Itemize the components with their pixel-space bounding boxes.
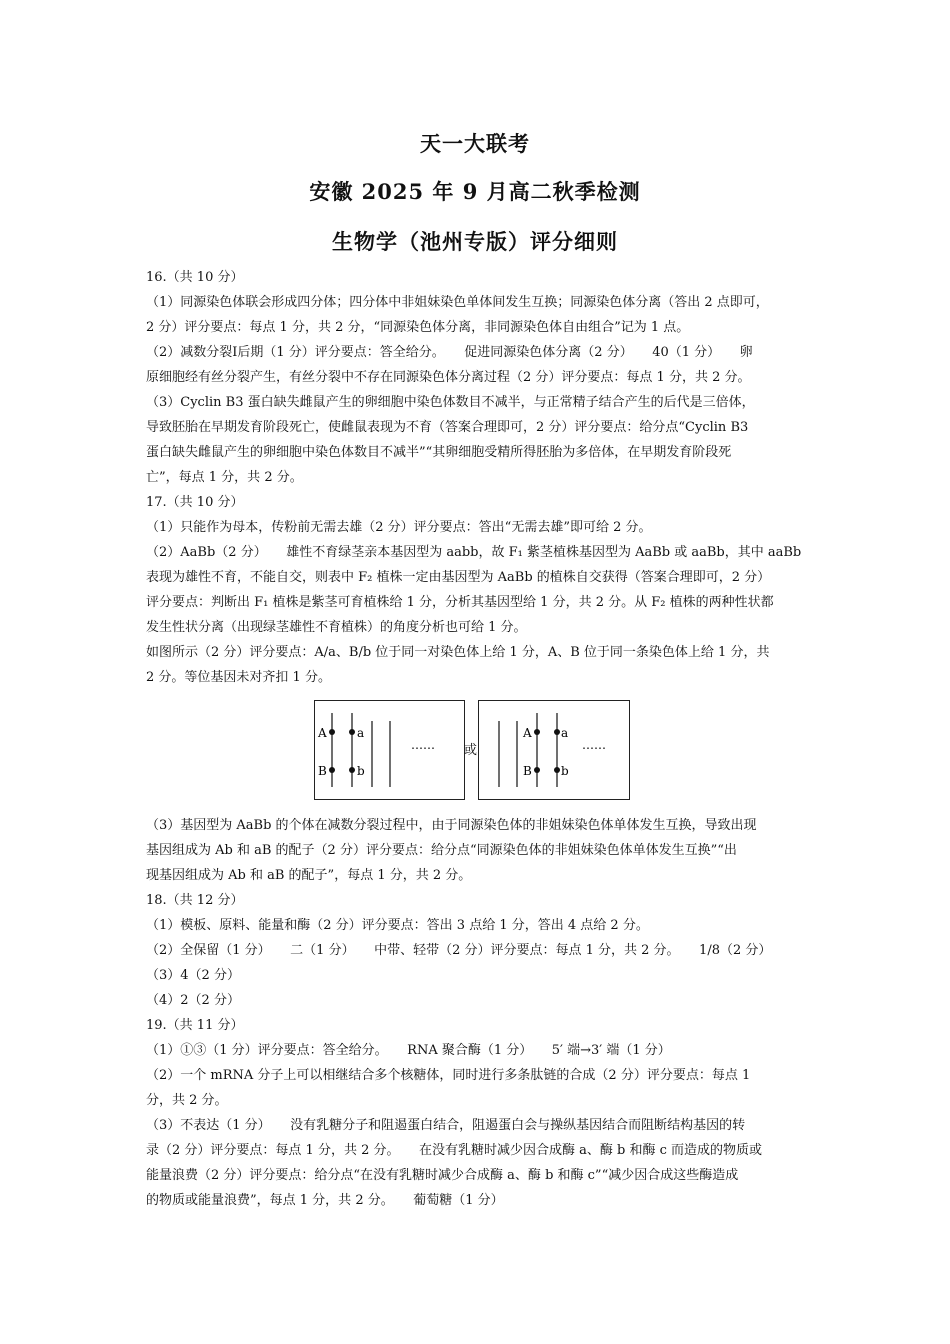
text-line: 基因组成为 Ab 和 aB 的配子（2 分）评分要点：给分点“同源染色体的非姐妹染色体单体发生互换”“出 [146, 843, 737, 858]
text-line: 的物质或能量浪费”，每点 1 分，共 2 分。 葡萄糖（1 分） [146, 1193, 504, 1208]
exam-series-title: 天一大联考 [420, 131, 530, 156]
text-line: 能量浪费（2 分）评分要点：给分点“在没有乳糖时减少合成酶 a、酶 b 和酶 c”“减少因合成这些酶造成 [146, 1168, 739, 1183]
text-line: 19.（共 11 分） [146, 1018, 244, 1033]
text-line: 17.（共 10 分） [146, 495, 244, 510]
gene-label: a [561, 726, 569, 740]
gene-label: A [523, 726, 532, 740]
text-line: （4）2（2 分） [146, 993, 240, 1008]
gene-label: a [357, 726, 365, 740]
chromosome-diagram-option-2 [478, 700, 630, 800]
text-line: （3）不表达（1 分） 没有乳糖分子和阻遏蛋白结合，阻遏蛋白会与操纵基因结合而阻断结构基因的转 [146, 1118, 746, 1133]
gene-label: B [523, 764, 532, 778]
text-line: （3）基因型为 AaBb 的个体在减数分裂过程中，由于同源染色体的非姐妹染色体单体发生互换，导致出现 [146, 818, 757, 833]
text-line: 原细胞经有丝分裂产生，有丝分裂中不存在同源染色体分离过程（2 分）评分要点：每点 1 分，共 2 分。 [146, 370, 751, 385]
text-line: 2 分）评分要点：每点 1 分，共 2 分，“同源染色体分离，非同源染色体自由组合”记为 1 点。 [146, 320, 690, 335]
text-line: 录（2 分）评分要点：每点 1 分，共 2 分。 在没有乳糖时减少因合成酶 a、酶 b 和酶 c 而造成的物质或 [146, 1143, 762, 1158]
gene-label: A [318, 726, 327, 740]
text-line: （2）AaBb（2 分） 雄性不育绿茎亲本基因型为 aabb，故 F₁ 紫茎植株基因型为 AaBb 或 aaBb，其中 aaBb [146, 545, 802, 560]
ellipsis: …… [582, 738, 606, 752]
text-line: 16.（共 10 分） [146, 270, 244, 285]
text-line: （2）一个 mRNA 分子上可以相继结合多个核糖体，同时进行多条肽链的合成（2 分）评分要点：每点 1 [146, 1068, 751, 1083]
text-line: 亡”，每点 1 分，共 2 分。 [146, 470, 303, 485]
text-line: 如图所示（2 分）评分要点：A/a、B/b 位于同一对染色体上给 1 分，A、B 位于同一条染色体上给 1 分，共 [146, 645, 770, 660]
exam-name-title: 安徽 2025 年 9 月高二秋季检测 [309, 179, 641, 204]
text-line: 评分要点：判断出 F₁ 植株是紫茎可育植株给 1 分，分析其基因型给 1 分，共 2 分。从 F₂ 植株的两种性状都 [146, 595, 774, 610]
or-label: 或 [464, 743, 478, 758]
text-line: 现基因组成为 Ab 和 aB 的配子”，每点 1 分，共 2 分。 [146, 868, 472, 883]
text-line: （3）4（2 分） [146, 968, 240, 983]
text-line: （1）只能作为母本，传粉前无需去雄（2 分）评分要点：答出“无需去雄”即可给 2 分。 [146, 520, 652, 535]
document-title: 生物学（池州专版）评分细则 [332, 229, 618, 254]
text-line: （1）同源染色体联会形成四分体；四分体中非姐妹染色单体间发生互换；同源染色体分离（答出 2 点即可， [146, 295, 769, 310]
text-line: （3）Cyclin B3 蛋白缺失雌鼠产生的卵细胞中染色体数目不减半，与正常精子结合产生的后代是三倍体， [146, 395, 755, 410]
text-line: 2 分。等位基因未对齐扣 1 分。 [146, 670, 331, 685]
text-line: 发生性状分离（出现绿茎雄性不育植株）的角度分析也可给 1 分。 [146, 620, 527, 635]
gene-label: b [357, 764, 365, 778]
gene-label: b [561, 764, 569, 778]
ellipsis: …… [411, 738, 435, 752]
gene-label: B [318, 764, 327, 778]
text-line: （2）全保留（1 分） 二（1 分） 中带、轻带（2 分）评分要点：每点 1 分，共 2 分。 1/8（2 分） [146, 943, 772, 958]
text-line: （1）①③（1 分）评分要点：答全给分。 RNA 聚合酶（1 分） 5′ 端→3′ 端（1 分） [146, 1043, 671, 1058]
text-line: 蛋白缺失雌鼠产生的卵细胞中染色体数目不减半”“其卵细胞受精所得胚胎为多倍体，在早期发育阶段死 [146, 445, 732, 460]
text-line: （2）减数分裂Ⅰ后期（1 分）评分要点：答全给分。 促进同源染色体分离（2 分） 40（1 分） 卵 [146, 345, 753, 360]
text-line: （1）模板、原料、能量和酶（2 分）评分要点：答出 3 点给 1 分，答出 4 点给 2 分。 [146, 918, 649, 933]
chromosome-diagram-option-1 [314, 700, 465, 800]
text-line: 导致胚胎在早期发育阶段死亡，使雌鼠表现为不育（答案合理即可，2 分）评分要点：给分点“Cyclin B3 [146, 420, 749, 435]
text-line: 18.（共 12 分） [146, 893, 244, 908]
text-line: 分，共 2 分。 [146, 1093, 228, 1108]
text-line: 表现为雄性不育，不能自交，则表中 F₂ 植株一定由基因型为 AaBb 的植株自交获得（答案合理即可，2 分） [146, 570, 771, 585]
